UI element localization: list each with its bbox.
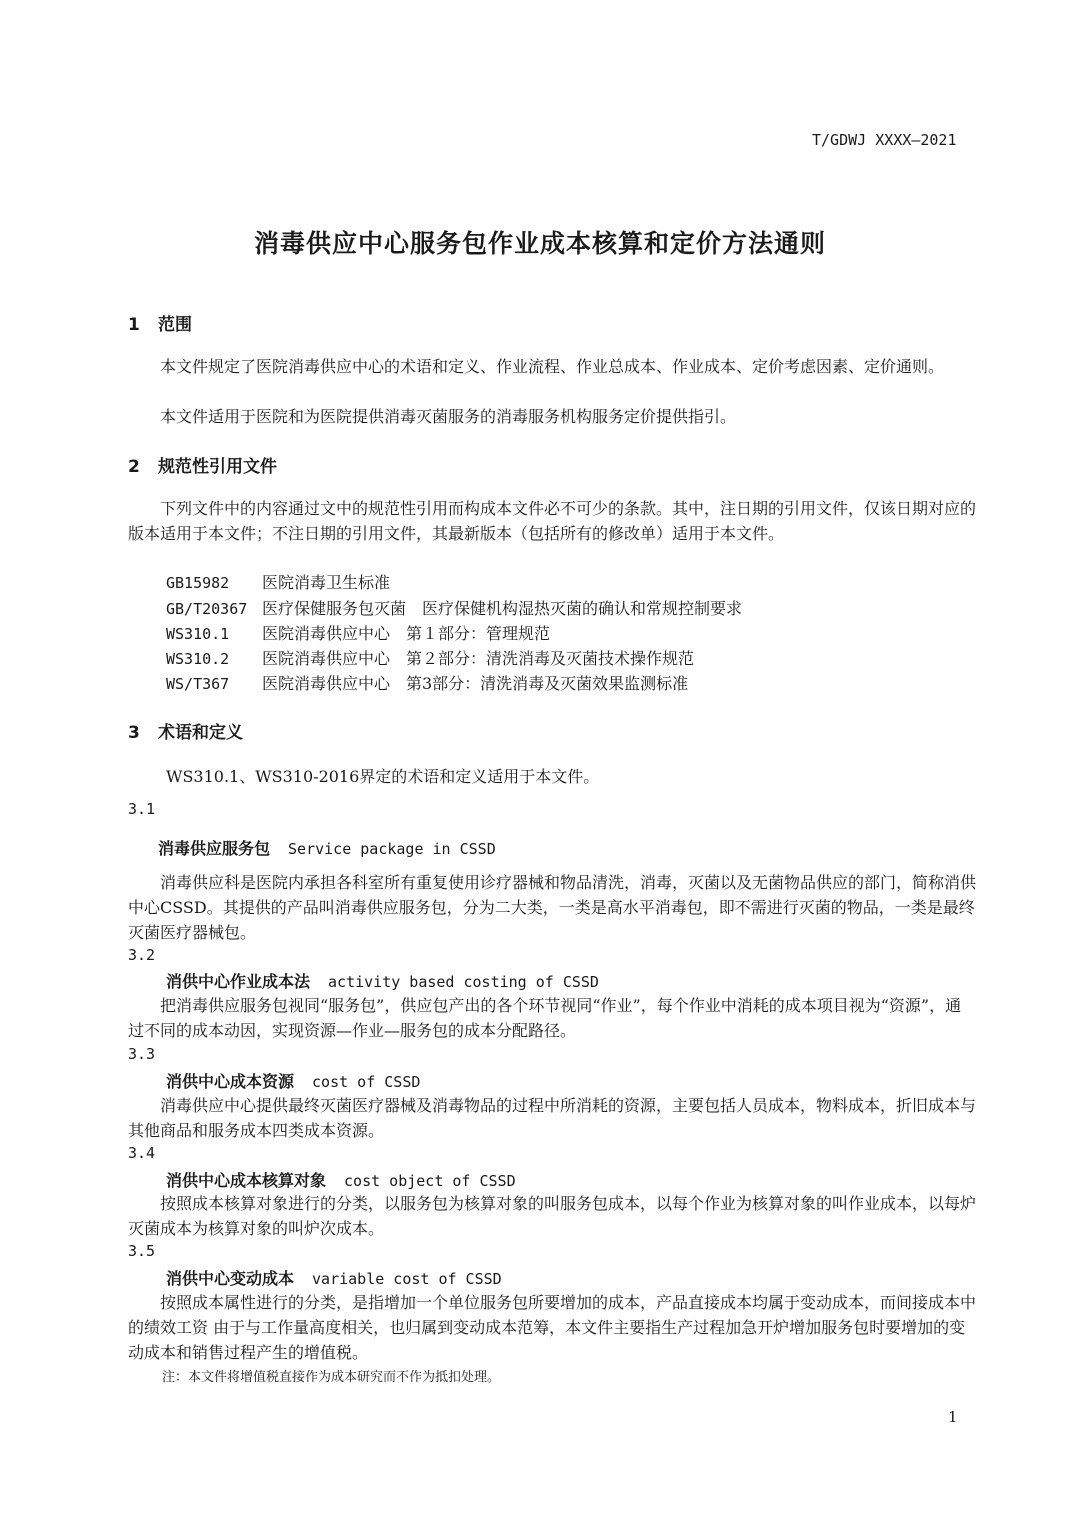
- section-2-heading: [128, 452, 277, 477]
- reference-title: 医院消毒卫生标准: [262, 573, 391, 592]
- term-definition: 按照成本属性进行的分类，是指增加一个单位服务包所要增加的成本，产品直接成本均属于变动成本，而间接成本中的绩效工资 由于与工作量高度相关，也归属到变动成本范筹，本文件主要指生产过程加急开炉增加服务包时要增加的变动成本和销售过程产生的增值税。: [128, 1293, 977, 1362]
- doc-code: T/GDWJ XXXX—2021: [812, 131, 957, 149]
- term-name-en: cost of CSSD: [312, 1073, 421, 1091]
- reference-code: GB15982: [166, 574, 230, 592]
- reference-title: 医疗保健服务包灭菌 医疗保健机构湿热灭菌的确认和常规控制要求: [262, 599, 743, 618]
- term-number: 3.2: [128, 946, 156, 964]
- term-name-zh: 消供中心作业成本法: [166, 972, 311, 991]
- term-name-en: cost object of CSSD: [344, 1172, 516, 1190]
- section-1-title: 范围: [158, 315, 192, 335]
- reference-code: WS310.2: [166, 650, 230, 668]
- term-number: 3.5: [128, 1242, 156, 1260]
- reference-item: [166, 671, 688, 694]
- term-name-zh: 消供中心成本资源: [166, 1072, 295, 1091]
- term-name-zh: 消供中心成本核算对象: [166, 1171, 327, 1190]
- page-title: 消毒供应中心服务包作业成本核算和定价方法通则: [253, 229, 826, 258]
- reference-item: [166, 621, 550, 644]
- term-definition: 把消毒供应服务包视同“服务包”，供应包产出的各个环节视同“作业”，每个作业中消耗的成本项目视为“资源”，通过不同的成本动因，实现资源—作业—服务包的成本分配路径。: [128, 996, 962, 1040]
- term-definition: 消毒供应中心提供最终灭菌医疗器械及消毒物品的过程中所消耗的资源，主要包括人员成本，物料成本，折旧成本与其他商品和服务成本四类成本资源。: [128, 1096, 977, 1140]
- term-heading: [166, 1266, 502, 1289]
- term-number: 3.3: [128, 1045, 156, 1063]
- reference-code: GB/T20367: [166, 600, 248, 618]
- term-name-zh: 消毒供应服务包: [158, 839, 271, 858]
- reference-code: WS310.1: [166, 625, 230, 643]
- term-heading: [166, 1168, 516, 1191]
- note: 注：本文件将增值税直接作为成本研究而不作为抵扣处理。: [162, 1370, 501, 1385]
- reference-title: 医院消毒供应中心 第１部分：管理规范: [262, 624, 551, 643]
- term-name-zh: 消供中心变动成本: [166, 1269, 295, 1288]
- section-2-title: 规范性引用文件: [158, 457, 277, 477]
- reference-item: [166, 596, 742, 619]
- section-2-number: 2: [128, 457, 140, 477]
- term-number: 3.4: [128, 1144, 156, 1162]
- reference-item: [166, 570, 390, 593]
- term-name-en: activity based costing of CSSD: [328, 973, 599, 991]
- section-3-paragraph-1: WS310.1、WS310-2016界定的术语和定义适用于本文件。: [166, 767, 600, 786]
- reference-item: [166, 646, 694, 669]
- section-1-paragraph-2: 本文件适用于医院和为医院提供消毒灭菌服务的消毒服务机构服务定价提供指引。: [160, 407, 737, 426]
- term-heading: [166, 969, 599, 992]
- section-3-heading: [128, 718, 243, 743]
- reference-title: 医院消毒供应中心 第２部分：清洗消毒及灭菌技术操作规范: [262, 649, 695, 668]
- term-name-en: Service package in CSSD: [288, 840, 496, 858]
- term-name-en: variable cost of CSSD: [312, 1270, 502, 1288]
- section-3-number: 3: [128, 723, 140, 743]
- section-3-title: 术语和定义: [158, 723, 243, 743]
- page-number: 1: [948, 1408, 958, 1426]
- section-1-number: 1: [128, 315, 140, 335]
- section-1-heading: [128, 310, 192, 335]
- term-heading: [166, 1069, 420, 1092]
- reference-title: 医院消毒供应中心 第3部分：清洗消毒及灭菌效果监测标准: [262, 674, 689, 693]
- term-number: 3.1: [128, 800, 156, 818]
- section-2-paragraph-1: 下列文件中的内容通过文中的规范性引用而构成本文件必不可少的条款。其中，注日期的引用文件，仅该日期对应的版本适用于本文件；不注日期的引用文件，其最新版本（包括所有的修改单）适用于本文件。: [128, 499, 977, 543]
- reference-code: WS/T367: [166, 675, 230, 693]
- section-1-paragraph-1: 本文件规定了医院消毒供应中心的术语和定义、作业流程、作业总成本、作业成本、定价考虑因素、定价通则。: [160, 357, 945, 376]
- term-definition: 按照成本核算对象进行的分类，以服务包为核算对象的叫服务包成本，以每个作业为核算对象的叫作业成本，以每炉灭菌成本为核算对象的叫炉次成本。: [128, 1194, 977, 1238]
- term-definition: 消毒供应科是医院内承担各科室所有重复使用诊疗器械和物品清洗，消毒，灭菌以及无菌物品供应的部门，简称消供中心CSSD。其提供的产品叫消毒供应服务包，分为二大类，一类是高水平消毒包，即不需进行灭菌的物品，一类是最终灭菌医疗器械包。: [128, 873, 977, 942]
- term-heading: [158, 836, 496, 859]
